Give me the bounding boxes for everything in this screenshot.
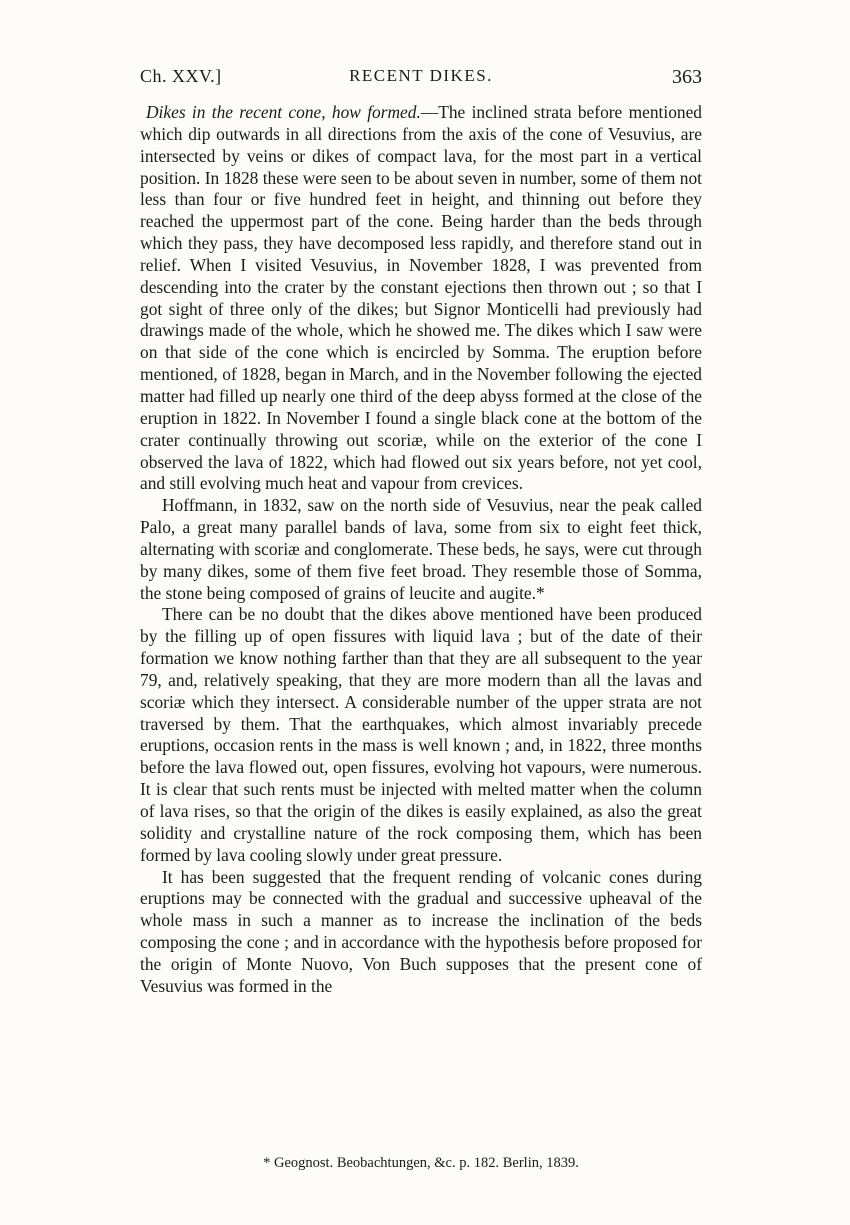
paragraph-1-text: —The inclined strata before mentioned which dip outwards in all directions from the axis of the cone of Vesuvius, are intersected by veins or dikes of compact lava, for the most part in a vertical position. In 1828 these were seen to be about seven in number, some of them not less than four or five hundred feet in height, and thinning out before they reached the uppermost part of the cone. Being harder than the beds through which they pass, they have decomposed less rapidly, and therefore stand out in relief. When I visited Vesuvius, in November 1828, I was prevented from descending into the crater by the constant ejections then thrown out ; so that I got sight of three only of the dikes; but Signor Monticelli had previously had drawings made of the whole, which he showed me. The dikes which I saw were on that side of the cone which is encircled by Somma. The eruption before mentioned, of 1828, began in March, and in the November following the ejected matter had filled up nearly one third of the deep abyss formed at the close of the eruption in 1822. In November I found a single black cone at the bottom of the crater continually throwing out scoriæ, while on the exterior of the cone I observed the lava of 1822, which had flowed out six years before, not yet cool, and still evolving much heat and vapour from crevices. [140, 102, 702, 494]
section-lead: Dikes in the recent cone, how formed. [146, 102, 421, 122]
running-title: RECENT DIKES. [349, 66, 493, 85]
body-text [140, 102, 702, 998]
chapter-label: Ch. XXV.] [140, 66, 222, 86]
page-number: 363 [672, 66, 702, 88]
running-header [140, 66, 702, 94]
footnote: * Geognost. Beobachtungen, &c. p. 182. Berlin, 1839. [263, 1155, 579, 1171]
paragraph-4: It has been suggested that the frequent rending of volcanic cones during eruptions may be connected with the gradual and successive upheaval of the whole mass in such a manner as to increase the inclination of the beds composing the cone ; and in accordance with the hypothesis before proposed for the origin of Monte Nuovo, Von Buch supposes that the present cone of Vesuvius was formed in the [140, 866, 702, 996]
paragraph-2: Hoffmann, in 1832, saw on the north side of Vesuvius, near the peak called Palo, a great many parallel bands of lava, some from six to eight feet thick, alternating with scoriæ and conglomerate. These beds, he says, were cut through by many dikes, some of them five feet broad. They resemble those of Somma, the stone being composed of grains of leucite and augite.* [140, 495, 702, 603]
paragraph-3: There can be no doubt that the dikes above mentioned have been produced by the filling up of open fissures with liquid lava ; but of the date of their formation we know nothing farther than that they are all subsequent to the year 79, and, relatively speaking, that they are more modern than all the lavas and scoriæ which they intersect. A considerable number of the upper strata are not traversed by them. That the earthquakes, which almost invariably precede eruptions, occasion rents in the mass is well known ; and, in 1822, three months before the lava flowed out, open fissures, evolving hot vapours, were numerous. It is clear that such rents must be injected with melted matter when the column of lava rises, so that the origin of the dikes is easily explained, as also the great solidity and crystalline nature of the rock composing them, which has been formed by lava cooling slowly under great pressure. [140, 604, 702, 865]
paragraph-1 [140, 102, 702, 495]
